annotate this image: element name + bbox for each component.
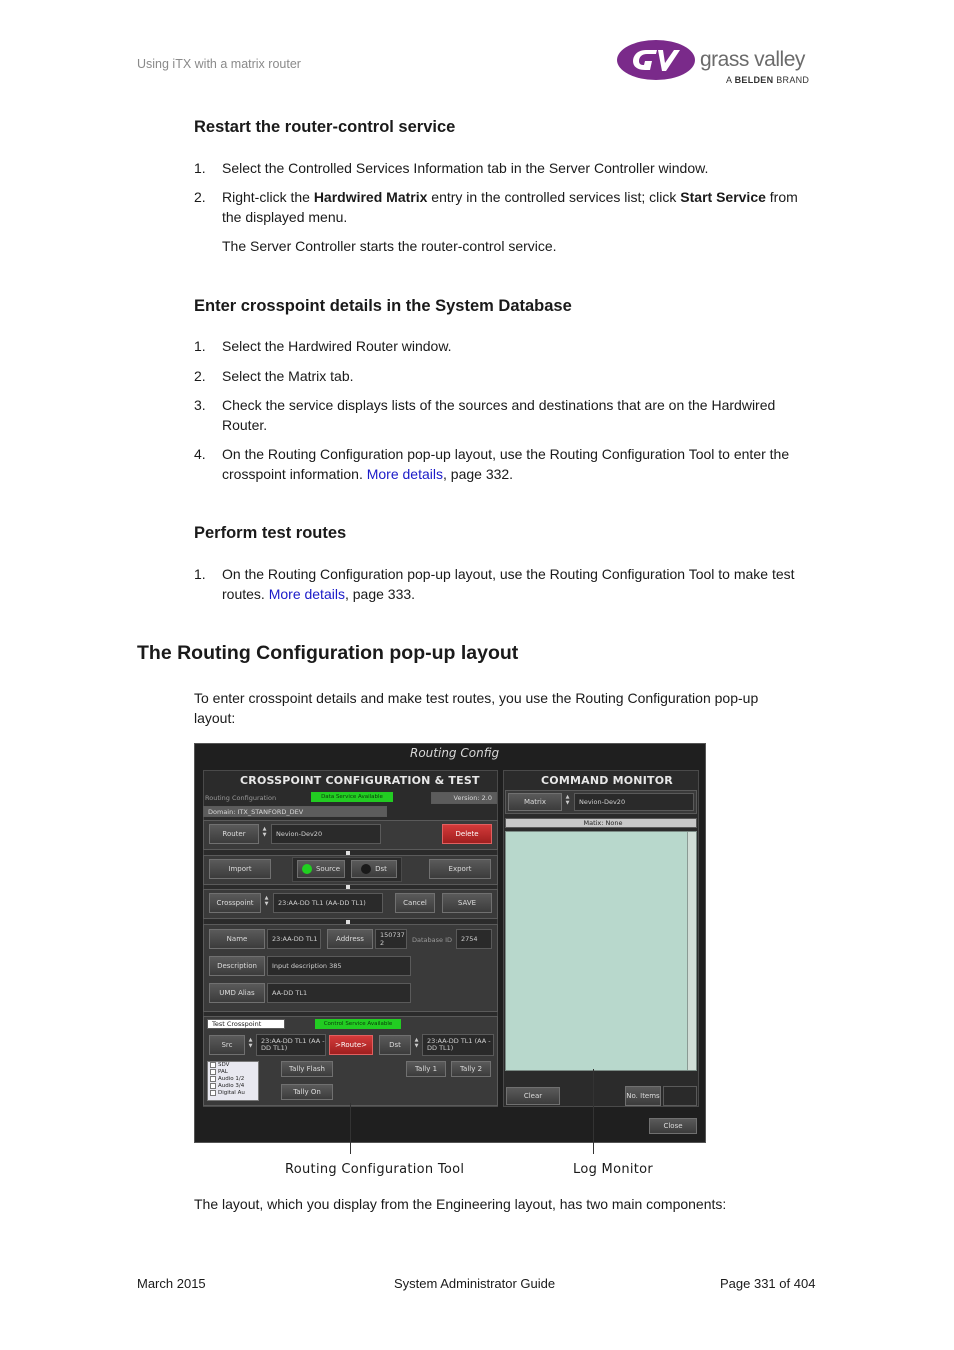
router-spinner-icon[interactable]: ▲ ▼ xyxy=(262,826,267,838)
list-item[interactable]: Audio 1/2 xyxy=(208,1076,258,1083)
heading-crosspoint: Enter crosspoint details in the System Database xyxy=(194,297,572,315)
address-button[interactable]: Address xyxy=(327,929,373,949)
crosspoint-step-1: Select the Hardwired Router window. xyxy=(222,338,452,354)
control-service-badge: Control Service Available xyxy=(315,1019,401,1029)
dst-button[interactable]: Dst xyxy=(379,1035,411,1055)
list-item[interactable]: SDV xyxy=(208,1062,258,1069)
checkbox-icon[interactable] xyxy=(210,1062,216,1068)
src-button[interactable]: Src xyxy=(209,1035,245,1055)
name-field[interactable]: 23:AA-DD TL1 xyxy=(267,929,321,949)
callout-line-tool xyxy=(350,1103,351,1154)
cancel-button[interactable]: Cancel xyxy=(395,893,435,913)
step-number: 2. xyxy=(194,368,206,384)
address-field[interactable]: 150737 2 xyxy=(375,929,407,949)
src-select[interactable]: 23:AA-DD TL1 (AA -DD TL1) xyxy=(256,1034,326,1056)
heading-test-routes: Perform test routes xyxy=(194,524,347,542)
tally-flash-button[interactable]: Tally Flash xyxy=(281,1061,333,1077)
name-button[interactable]: Name xyxy=(209,929,265,949)
umd-alias-button[interactable]: UMD Alias xyxy=(209,983,265,1003)
callout-monitor-label: Log Monitor xyxy=(573,1162,654,1177)
export-button[interactable]: Export xyxy=(429,859,491,879)
step-number: 4. xyxy=(194,446,206,462)
list-item[interactable]: PAL xyxy=(208,1069,258,1076)
checkbox-icon[interactable] xyxy=(210,1069,216,1075)
crosspoint-panel-title: CROSSPOINT CONFIGURATION & TEST xyxy=(240,774,480,787)
restart-result: The Server Controller starts the router-control service. xyxy=(222,238,557,254)
clear-button[interactable]: Clear xyxy=(506,1087,560,1105)
gv-logo-icon xyxy=(616,37,700,83)
database-id-label: Database ID xyxy=(412,936,453,944)
radio-off-icon xyxy=(361,864,371,874)
step-number: 2. xyxy=(194,189,206,205)
router-select[interactable]: Nevion-Dev20 xyxy=(271,824,381,844)
routing-intro: To enter crosspoint details and make test routes, you use the Routing Configuration pop-up layout: xyxy=(194,690,759,726)
source-radio[interactable]: Source xyxy=(297,860,345,878)
footer-page: Page 331 of 404 xyxy=(720,1276,816,1291)
checkbox-icon[interactable] xyxy=(210,1076,216,1082)
tally-on-button[interactable]: Tally On xyxy=(281,1084,333,1100)
test-step-1: On the Routing Configuration pop-up layout, use the Routing Configuration Tool to make test routes. More details, page 333. xyxy=(222,566,795,602)
radio-on-icon xyxy=(302,864,312,874)
matrix-status: Matix: None xyxy=(505,818,697,828)
heading-routing-config: The Routing Configuration pop-up layout xyxy=(137,642,519,664)
route-button[interactable]: >Route> xyxy=(329,1035,373,1055)
tally-1-button[interactable]: Tally 1 xyxy=(406,1061,446,1077)
restart-step-2: Right-click the Hardwired Matrix entry in the controlled services list; click Start Service from the displayed menu. xyxy=(222,189,798,225)
callout-line-monitor xyxy=(593,1069,594,1154)
close-button[interactable]: Close xyxy=(649,1118,697,1134)
no-items-field xyxy=(663,1086,697,1106)
dst-select[interactable]: 23:AA-DD TL1 (AA -DD TL1) xyxy=(422,1034,494,1056)
delete-button[interactable]: Delete xyxy=(442,824,492,844)
logo-tagline: A BELDEN BRAND xyxy=(726,75,810,85)
tally-2-button[interactable]: Tally 2 xyxy=(451,1061,491,1077)
checkbox-icon[interactable] xyxy=(210,1090,216,1096)
dst-spinner-icon[interactable]: ▲ ▼ xyxy=(414,1037,419,1049)
database-id-field: 2754 xyxy=(456,929,492,949)
crosspoint-button[interactable]: Crosspoint xyxy=(209,893,261,913)
matrix-button[interactable]: Matrix xyxy=(508,793,562,811)
src-spinner-icon[interactable]: ▲ ▼ xyxy=(248,1037,253,1049)
step-number: 1. xyxy=(194,338,206,354)
log-scrollbar[interactable] xyxy=(687,832,696,1070)
heading-restart: Restart the router-control service xyxy=(194,118,456,136)
domain-field: Domain: ITX_STANFORD_DEV xyxy=(203,806,387,817)
more-details-link[interactable]: More details xyxy=(268,585,345,602)
routing-outro: The layout, which you display from the Engineering layout, has two main components: xyxy=(194,1196,727,1212)
routing-config-screenshot xyxy=(194,743,706,1143)
logo-wordmark: grass valley xyxy=(700,48,805,71)
list-item[interactable]: Audio 3/4 xyxy=(208,1083,258,1090)
step-number: 3. xyxy=(194,397,206,413)
more-details-link[interactable]: More details xyxy=(366,465,443,482)
running-header: Using iTX with a matrix router xyxy=(137,57,301,71)
callout-tool-label: Routing Configuration Tool xyxy=(285,1162,465,1177)
version-field: Version: 2.0 xyxy=(431,792,497,804)
description-button[interactable]: Description xyxy=(209,956,265,976)
matrix-select[interactable]: Nevion-Dev20 xyxy=(574,793,694,811)
save-button[interactable]: SAVE xyxy=(442,893,492,913)
router-button[interactable]: Router xyxy=(209,824,259,844)
description-field[interactable]: Input description 385 xyxy=(267,956,411,976)
matrix-spinner-icon[interactable]: ▲ ▼ xyxy=(565,794,570,806)
crosspoint-step-3: Check the service displays lists of the sources and destinations that are on the Hardwired Router. xyxy=(222,397,776,433)
routing-configuration-label: Routing Configuration xyxy=(205,794,277,802)
restart-step-1: Select the Controlled Services Information tab in the Server Controller window. xyxy=(222,160,709,176)
list-item[interactable]: Digital Au xyxy=(208,1090,258,1097)
footer-date: March 2015 xyxy=(137,1276,206,1291)
grass-valley-logo xyxy=(616,37,816,89)
window-title: Routing Config xyxy=(410,746,500,760)
data-service-badge: Data Service Available xyxy=(311,792,393,802)
no-items-button[interactable]: No. Items xyxy=(625,1086,661,1106)
test-crosspoint-label: Test Crosspoint xyxy=(207,1019,285,1029)
crosspoint-step-4: On the Routing Configuration pop-up layout, use the Routing Configuration Tool to enter the crosspoint information. More details, page 332. xyxy=(222,446,790,482)
format-list[interactable] xyxy=(207,1061,259,1101)
command-monitor-title: COMMAND MONITOR xyxy=(541,774,673,787)
checkbox-icon[interactable] xyxy=(210,1083,216,1089)
crosspoint-select[interactable]: 23:AA-DD TL1 (AA-DD TL1) xyxy=(273,893,383,913)
footer-title: System Administrator Guide xyxy=(394,1276,556,1291)
crosspoint-step-2: Select the Matrix tab. xyxy=(222,368,354,384)
step-number: 1. xyxy=(194,566,206,582)
log-monitor[interactable] xyxy=(505,831,697,1071)
dst-radio[interactable]: Dst xyxy=(351,860,397,878)
step-number: 1. xyxy=(194,160,206,176)
import-button[interactable]: Import xyxy=(209,859,271,879)
umd-alias-field[interactable]: AA-DD TL1 xyxy=(267,983,411,1003)
crosspoint-spinner-icon[interactable]: ▲ ▼ xyxy=(264,895,269,907)
